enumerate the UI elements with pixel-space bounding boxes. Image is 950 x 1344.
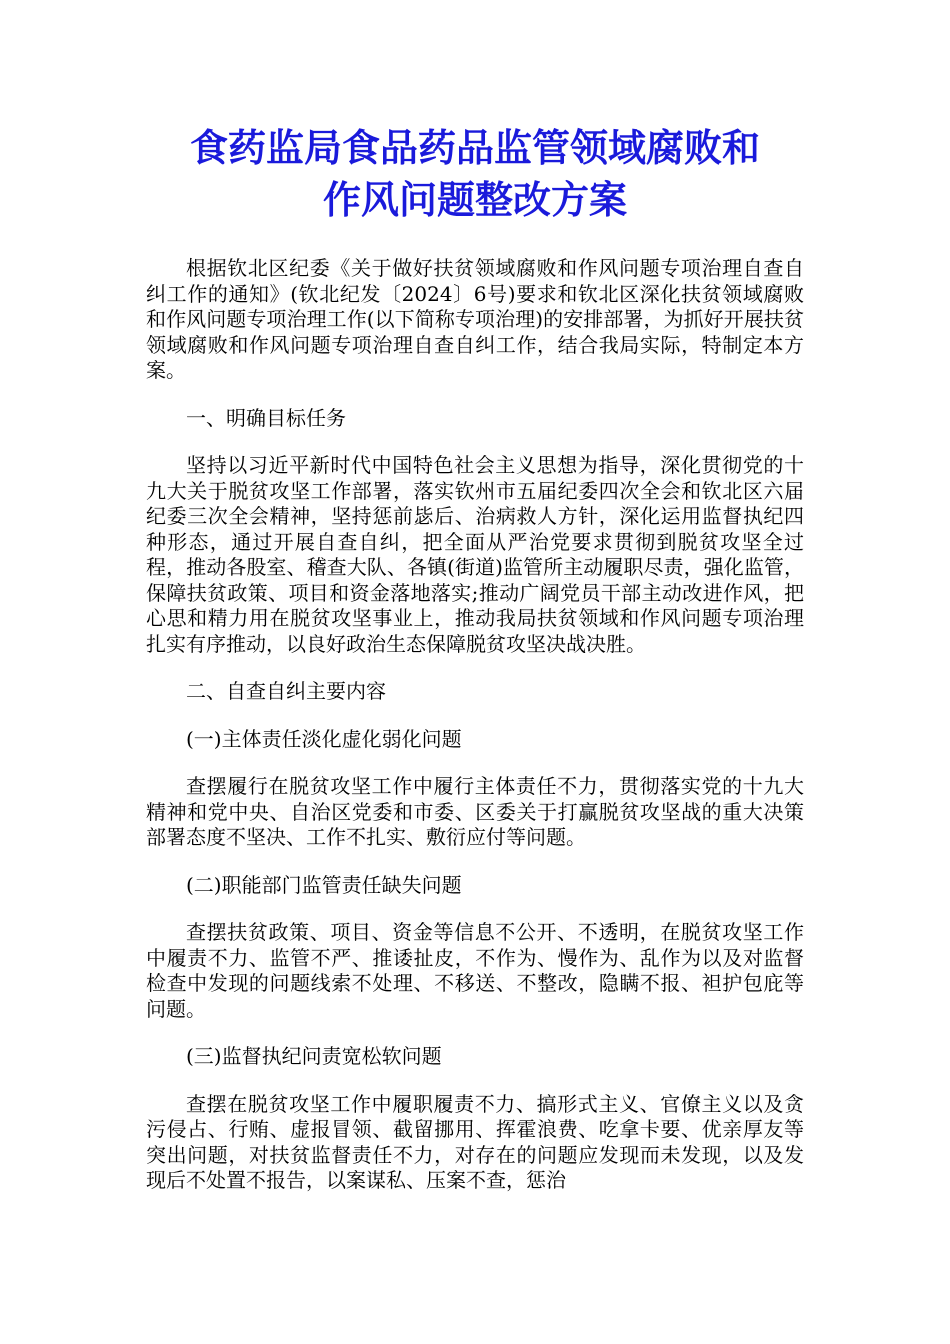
document-body xyxy=(146,256,804,1194)
subsection-2-heading: (二)职能部门监管责任缺失问题 xyxy=(186,872,462,897)
subsection-3-paragraph: 查摆在脱贫攻坚工作中履职履责不力、搞形式主义、官僚主义以及贪污侵占、行贿、虚报冒领、截留挪用、挥霍浪费、吃拿卡要、优亲厚友等突出问题，对扶贫监督责任不力，对存在的问题应发现而未发现，以及发现后不处置不报告，以案谋私、压案不查，惩治 xyxy=(146,1091,804,1192)
subsection-2-paragraph: 查摆扶贫政策、项目、资金等信息不公开、不透明，在脱贫攻坚工作中履责不力、监管不严、推诿扯皮，不作为、慢作为、乱作为以及对监督检查中发现的问题线索不处理、不移送、不整改，隐瞒不报、袒护包庇等问题。 xyxy=(146,920,804,1021)
section-2-heading: 二、自查自纠主要内容 xyxy=(186,679,386,703)
intro-paragraph: 根据钦北区纪委《关于做好扶贫领域腐败和作风问题专项治理自查自纠工作的通知》(钦北纪发〔2024〕6号)要求和钦北区深化扶贫领域腐败和作风问题专项治理工作(以下简称专项治理)的安排部署，为抓好开展扶贫领域腐败和作风问题专项治理自查自纠工作，结合我局实际，特制定本方案。 xyxy=(146,256,804,382)
subsection-3-heading: (三)监督执纪问责宽松软问题 xyxy=(186,1044,442,1068)
subsection-1-paragraph: 查摆履行在脱贫攻坚工作中履行主体责任不力，贯彻落实党的十九大精神和党中央、自治区党委和市委、区委关于打赢脱贫攻坚战的重大决策部署态度不坚决、工作不扎实、敷衍应付等问题。 xyxy=(146,774,804,849)
title-line-1: 食药监局食品药品监管领域腐败和 xyxy=(189,126,760,170)
subsection-1-heading: (一)主体责任淡化虚化弱化问题 xyxy=(186,726,462,751)
title-line-2: 作风问题整改方案 xyxy=(322,178,627,222)
section-1-paragraph: 坚持以习近平新时代中国特色社会主义思想为指导，深化贯彻党的十九大关于脱贫攻坚工作部署，落实钦州市五届纪委四次全会和钦北区六届纪委三次全会精神，坚持惩前毖后、治病救人方针，深化运用监督执纪四种形态，通过开展自查自纠，把全面从严治党要求贯彻到脱贫攻坚全过程，推动各股室、稽查大队、各镇(街道)监管所主动履职尽责，强化监管，保障扶贫政策、项目和资金落地落实;推动广阔党员干部主动改进作风，把心思和精力用在脱贫攻坚事业上，推动我局扶贫领域和作风问题专项治理扎实有序推动，以良好政治生态保障脱贫攻坚决战决胜。 xyxy=(146,453,804,656)
section-1-heading: 一、明确目标任务 xyxy=(186,405,346,430)
document-title xyxy=(146,122,804,226)
